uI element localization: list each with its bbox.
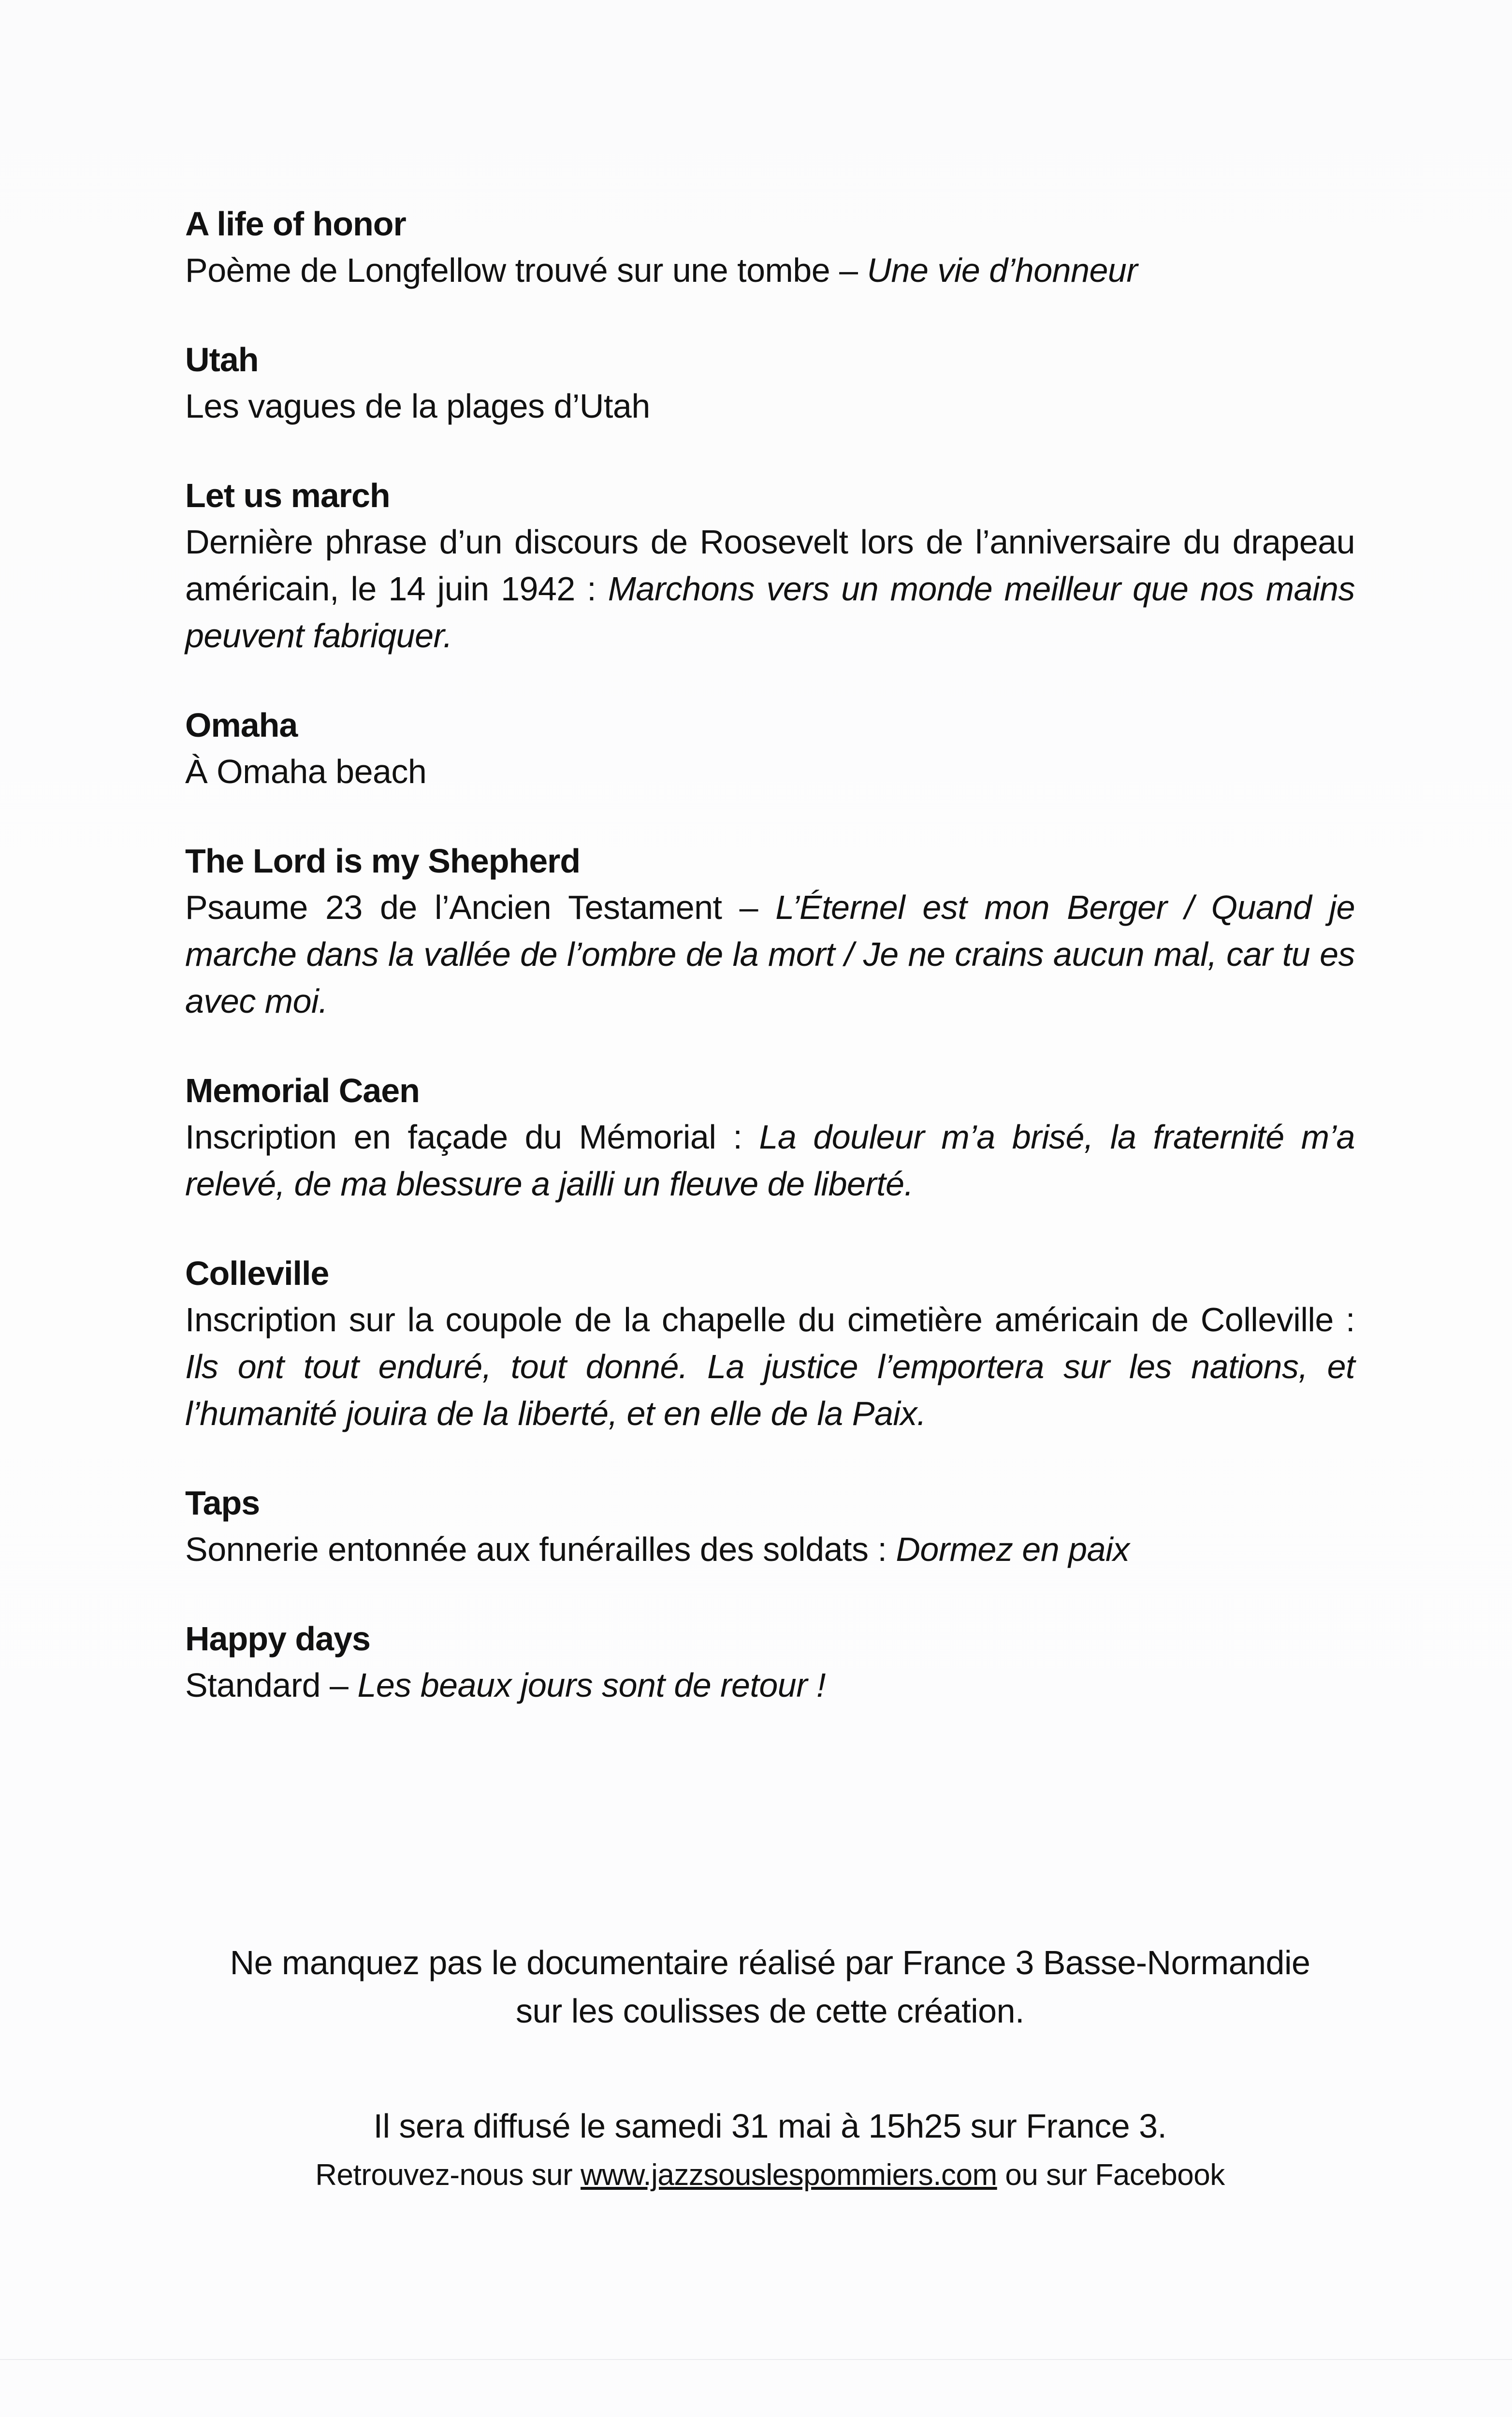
entry-text: À Omaha beach bbox=[185, 753, 427, 790]
entry-translation: Les beaux jours sont de retour ! bbox=[357, 1666, 826, 1704]
entry-title: The Lord is my Shepherd bbox=[185, 842, 581, 880]
documentary-notice-line1: Ne manquez pas le documentaire réalisé par France 3 Basse-Normandie bbox=[230, 1944, 1310, 1981]
entry-translation: La douleur m’a brisé, la fraternité m’a relevé, de ma blessure a jailli un fleuve de liberté. bbox=[185, 1118, 1355, 1203]
entry-translation: L’Éternel est mon Berger / Quand je marche dans la vallée de l’ombre de la mort / Je ne crains aucun mal, car tu es avec moi. bbox=[185, 888, 1355, 1020]
website-link[interactable]: www.jazzsouslespommiers.com bbox=[581, 2158, 997, 2192]
entry-translation: Une vie d’honneur bbox=[867, 251, 1138, 289]
entry-translation: Marchons vers un monde meilleur que nos mains peuvent fabriquer. bbox=[185, 570, 1355, 655]
entry-description bbox=[185, 247, 1355, 294]
documentary-notice bbox=[185, 1938, 1355, 2035]
entry-title: Happy days bbox=[185, 1620, 370, 1658]
entry-description bbox=[185, 1526, 1355, 1573]
entry-text: Inscription en façade du Mémorial : bbox=[185, 1118, 759, 1156]
entry-description bbox=[185, 519, 1355, 659]
entry-text: Psaume 23 de l’Ancien Testament – bbox=[185, 888, 776, 926]
broadcast-notice: Il sera diffusé le samedi 31 mai à 15h25 sur France 3. bbox=[373, 2107, 1167, 2145]
entry-utah bbox=[185, 336, 1355, 430]
entry-the-lord-is-my-shepherd bbox=[185, 838, 1355, 1025]
contact-line bbox=[185, 2156, 1355, 2195]
entry-taps bbox=[185, 1480, 1355, 1573]
entry-title: Memorial Caen bbox=[185, 1072, 420, 1109]
entry-let-us-march bbox=[185, 472, 1355, 659]
entry-colleville bbox=[185, 1250, 1355, 1437]
entry-title: A life of honor bbox=[185, 205, 406, 243]
page-edge-divider bbox=[0, 2359, 1512, 2360]
entry-description bbox=[185, 1296, 1355, 1437]
entry-description bbox=[185, 1114, 1355, 1208]
entry-omaha bbox=[185, 702, 1355, 795]
contact-prefix: Retrouvez-nous sur bbox=[315, 2158, 581, 2192]
entry-description bbox=[185, 1662, 1355, 1709]
entry-description bbox=[185, 383, 1355, 430]
entry-text: Standard – bbox=[185, 1666, 358, 1704]
entry-description bbox=[185, 884, 1355, 1025]
entry-memorial-caen bbox=[185, 1067, 1355, 1208]
entry-translation: Dormez en paix bbox=[896, 1530, 1130, 1568]
entry-text: Sonnerie entonnée aux funérailles des soldats : bbox=[185, 1530, 896, 1568]
entry-text: Inscription sur la coupole de la chapelle du cimetière américain de Colleville : bbox=[185, 1301, 1355, 1339]
entry-description bbox=[185, 748, 1355, 795]
entry-title: Let us march bbox=[185, 477, 390, 514]
entry-translation: Ils ont tout enduré, tout donné. La justice l’emportera sur les nations, et l’humanité jouira de la liberté, et en elle de la Paix. bbox=[185, 1348, 1355, 1432]
documentary-notice-line2: sur les coulisses de cette création. bbox=[516, 1992, 1024, 2030]
entry-text: Poème de Longfellow trouvé sur une tombe – bbox=[185, 251, 867, 289]
entry-title: Taps bbox=[185, 1484, 260, 1522]
entry-title: Omaha bbox=[185, 706, 298, 744]
entry-text: Les vagues de la plages d’Utah bbox=[185, 387, 650, 425]
entry-title: Utah bbox=[185, 341, 259, 379]
entry-happy-days bbox=[185, 1616, 1355, 1709]
contact-suffix: ou sur Facebook bbox=[997, 2158, 1225, 2192]
entry-text: Dernière phrase d’un discours de Roosevelt lors de l’anniversaire du drapeau américain, le 14 juin 1942 : bbox=[185, 523, 1355, 608]
entry-title: Colleville bbox=[185, 1254, 329, 1292]
entry-a-life-of-honor bbox=[185, 201, 1355, 294]
program-entries bbox=[185, 201, 1355, 1751]
